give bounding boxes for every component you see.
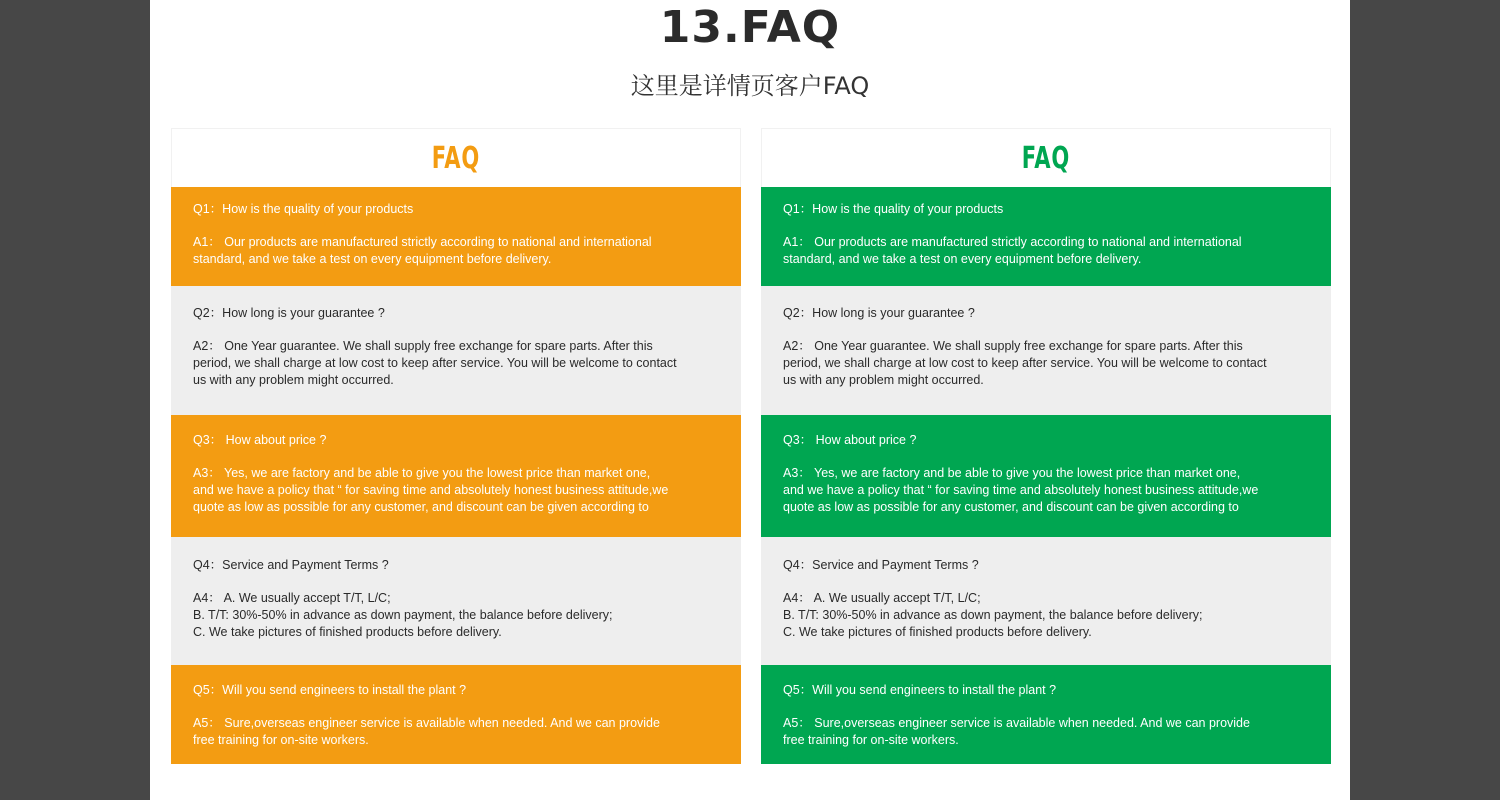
faq-question: Q3： How about price ? xyxy=(193,433,327,447)
faq-answer: A3： Yes, we are factory and be able to give you the lowest price than market one, and we have a policy that “ for saving time and absolutely honest business attitude,we quote as low as possible for any customer, and discount can be given according to xyxy=(783,466,1259,514)
page-subtitle: 这里是详情页客户FAQ xyxy=(630,72,870,100)
faq-answer: A1： Our products are manufactured strictly according to national and international standard, and we take a test on every equipment before delivery. xyxy=(783,235,1242,266)
faq-panel-header xyxy=(171,128,741,187)
faq-item-5 xyxy=(171,665,741,764)
faq-answer: A3： Yes, we are factory and be able to give you the lowest price than market one, and we have a policy that “ for saving time and absolutely honest business attitude,we quote as low as possible for any customer, and discount can be given according to xyxy=(193,466,669,514)
faq-heading: FAQ xyxy=(1021,140,1071,176)
faq-panel-orange xyxy=(171,128,741,764)
faq-answer: A4： A. We usually accept T/T, L/C; B. T/T: 30%-50% in advance as down payment, the balance before delivery; C. We take pictures of finished products before delivery. xyxy=(783,591,1203,639)
faq-item-1 xyxy=(171,187,741,286)
page-title: 13.FAQ xyxy=(659,2,841,53)
faq-question: Q4：Service and Payment Terms ? xyxy=(193,558,389,572)
faq-item-2 xyxy=(171,286,741,415)
faq-answer: A5： Sure,overseas engineer service is available when needed. And we can provide free training for on-site workers. xyxy=(193,716,660,747)
faq-panel-green xyxy=(761,128,1331,764)
faq-question: Q4：Service and Payment Terms ? xyxy=(783,558,979,572)
faq-answer: A4： A. We usually accept T/T, L/C; B. T/T: 30%-50% in advance as down payment, the balance before delivery; C. We take pictures of finished products before delivery. xyxy=(193,591,613,639)
faq-panel-header xyxy=(761,128,1331,187)
faq-question: Q5：Will you send engineers to install the plant ? xyxy=(783,683,1057,697)
faq-item-3 xyxy=(171,415,741,537)
faq-answer: A2： One Year guarantee. We shall supply free exchange for spare parts. After this period, we shall charge at low cost to keep after service. You will be welcome to contact us with any problem might occurred. xyxy=(193,339,677,387)
faq-item-5 xyxy=(761,665,1331,764)
faq-heading: FAQ xyxy=(431,140,481,176)
faq-item-3 xyxy=(761,415,1331,537)
faq-question: Q2：How long is your guarantee ? xyxy=(783,306,975,320)
faq-question: Q3： How about price ? xyxy=(783,433,917,447)
content-page xyxy=(150,0,1350,800)
faq-answer: A1： Our products are manufactured strictly according to national and international standard, and we take a test on every equipment before delivery. xyxy=(193,235,652,266)
faq-item-4 xyxy=(171,537,741,665)
faq-question: Q1：How is the quality of your products xyxy=(193,202,414,216)
faq-item-2 xyxy=(761,286,1331,415)
faq-item-1 xyxy=(761,187,1331,286)
faq-question: Q1：How is the quality of your products xyxy=(783,202,1004,216)
faq-answer: A2： One Year guarantee. We shall supply free exchange for spare parts. After this period, we shall charge at low cost to keep after service. You will be welcome to contact us with any problem might occurred. xyxy=(783,339,1267,387)
faq-answer: A5： Sure,overseas engineer service is available when needed. And we can provide free training for on-site workers. xyxy=(783,716,1250,747)
faq-question: Q2：How long is your guarantee ? xyxy=(193,306,385,320)
faq-question: Q5：Will you send engineers to install the plant ? xyxy=(193,683,467,697)
faq-item-4 xyxy=(761,537,1331,665)
